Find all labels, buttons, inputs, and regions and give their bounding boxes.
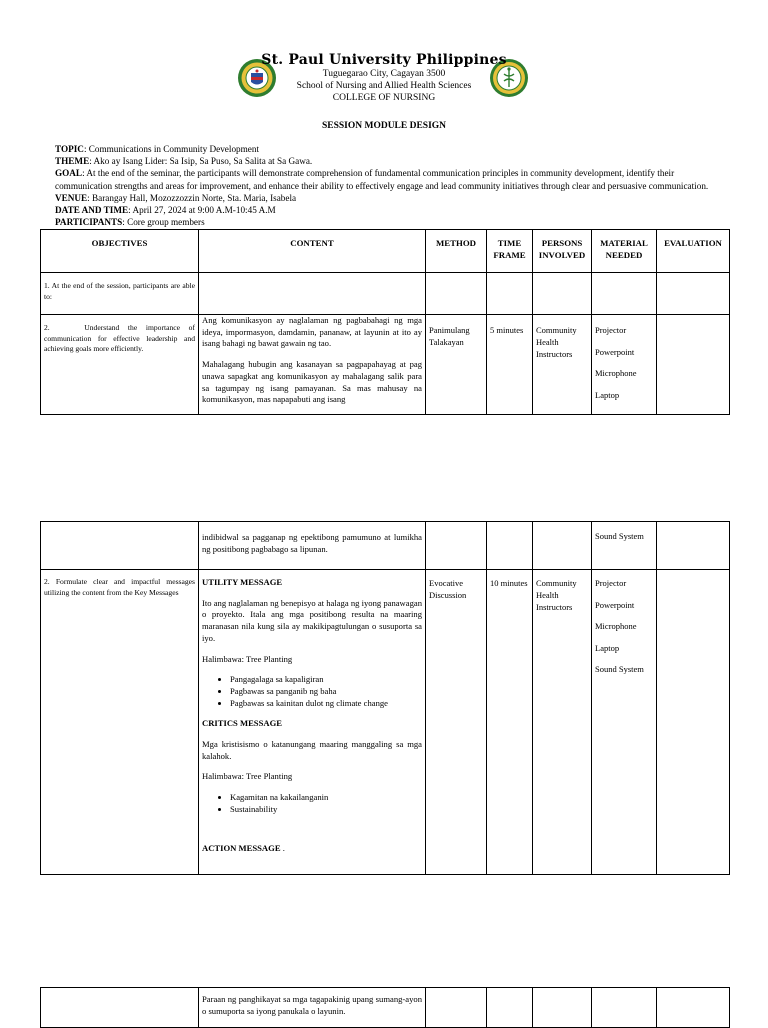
list-item: • Pagbawas sa kainitan dulot ng climate change [230, 698, 422, 710]
table-row [41, 570, 730, 875]
list-item: Projector [595, 325, 627, 335]
session-table-page3 [40, 987, 730, 1028]
letterhead [0, 52, 768, 104]
utility-heading: UTILITY MESSAGE [202, 577, 283, 587]
method-cell: Panimulang Talakayan [426, 315, 487, 415]
material-header: MATERIAL NEEDED [592, 230, 657, 273]
list-item: Powerpoint [595, 599, 635, 610]
content-cell: UTILITY MESSAGE Ito ang naglalaman ng benepisyo at halaga ng iyong panawagan o proyekto. Itala ang mga positibong resulta na maaring maranasan nila kung sila ay makikipagtulungan o susuporta sa iyo. Halimbawa: Tree Planting • Pangagalaga sa kapaligiran • Pagbawas sa panganib ng baha • Pagbawas sa kainitan dulot ng climate change CRITICS MESSAGE Mga kristisismo o katanungang maaring manggaling sa mga kalahok. Halimbawa: Tree Planting • Kagamitan na kakailanganin • Sustainability ACTION MESSAGE . [199, 570, 426, 875]
objective-cell: 2. Understand the importance of communication for effective leadership and achieving goals more efficiently. [41, 315, 199, 415]
list-item: Projector [595, 578, 627, 588]
list-item: Powerpoint [595, 346, 635, 357]
objective-cell: 2. Formulate clear and impactful messages utilizing the content from the Key Messages [41, 570, 199, 875]
session-table-page1 [40, 229, 730, 415]
utility-bullets [202, 674, 422, 709]
critics-text: Mga kristisismo o katanungang maaring manggaling sa mga kalahok. [202, 739, 422, 761]
table-row [41, 315, 730, 415]
evaluation-cell [657, 570, 730, 875]
critics-heading: CRITICS MESSAGE [202, 718, 282, 729]
materials-cell [592, 570, 657, 875]
list-item: • Pagbawas sa panganib ng baha [230, 686, 422, 698]
materials-cell: Sound System [592, 522, 657, 570]
content-cell: indibidwal sa pagganap ng epektibong pamumuno at lumikha ng positibong pagbabago sa lipunan. [199, 522, 426, 570]
college-name: COLLEGE OF NURSING [332, 93, 436, 103]
list-item: Microphone [595, 621, 637, 631]
table-header-row [41, 230, 730, 273]
method-cell: Evocative Discussion [426, 570, 487, 875]
school-name: School of Nursing and Allied Health Sciences [296, 81, 472, 91]
table-row [41, 988, 730, 1028]
content-cell: Ang komunikasyon ay naglalaman ng pagbabahagi ng mga ideya, impormasyon, damdamin, pananaw, at layunin at ito ay isang bahagi ng bawat gawain ng tao. Mahalagang hubugin ang kasanayan sa pagpapahayag at pag unawa sapagkat ang komunikasyon ay mahalagang salik para sa tagumpay ng isang pamayanan. Sa mas mahusay na komunikasyon, mas napapabuti ang isang [199, 315, 426, 415]
venue-line: VENUE: Barangay Hall, Mozozzozzin Norte, Sta. Maria, Isabela [55, 192, 297, 203]
content-header: CONTENT [199, 230, 426, 273]
list-item: Sound System [595, 664, 644, 674]
utility-text: Ito ang naglalaman ng benepisyo at halaga ng iyong panawagan o proyekto. Itala ang mga positibong resulta na maaring maranasan nila kung sila ay makikipagtulungan o susuporta sa iyo. [202, 597, 422, 643]
objectives-header: OBJECTIVES [41, 230, 199, 273]
document-title: SESSION MODULE DESIGN [321, 121, 447, 131]
list-item: Laptop [595, 389, 620, 400]
table-row [41, 522, 730, 570]
materials-cell [592, 315, 657, 415]
theme-line: THEME: Ako ay Isang Lider: Sa Isip, Sa Puso, Sa Salita at Sa Gawa. [55, 156, 313, 167]
method-header: METHOD [426, 230, 487, 273]
example-text: Halimbawa: Tree Planting [202, 771, 293, 782]
example-text: Halimbawa: Tree Planting [202, 653, 293, 664]
persons-header: PERSONS INVOLVED [533, 230, 592, 273]
action-heading: ACTION MESSAGE [202, 842, 281, 853]
goal-line: GOAL: At the end of the seminar, the participants will demonstrate comprehension of fundamental communication principles in community development, identify their communication strengths and areas for improvement, and enhance their ability to effectively engage and lead community initiatives through clear and persuasive communication. [55, 168, 709, 191]
list-item: Microphone [595, 368, 637, 378]
critics-bullets [202, 792, 422, 815]
objective-cell: 1. At the end of the session, participants are able to: [41, 273, 199, 315]
list-item: • Pangagalaga sa kapaligiran [230, 674, 422, 686]
list-item: • Sustainability [230, 804, 422, 816]
time-frame-header: TIME FRAME [487, 230, 533, 273]
session-info [55, 143, 725, 228]
time-cell: 10 minutes [487, 570, 533, 875]
persons-cell: Community Health Instructors [533, 315, 592, 415]
address: Tuguegarao City, Cagayan 3500 [322, 69, 446, 79]
topic-line: TOPIC: Communications in Community Development [55, 144, 259, 154]
time-cell: 5 minutes [487, 315, 533, 415]
session-table-page2 [40, 521, 730, 875]
university-name: St. Paul University Philippines [261, 52, 507, 68]
table-row [41, 273, 730, 315]
list-item: Laptop [595, 642, 620, 653]
list-item: • Kagamitan na kakailanganin [230, 792, 422, 804]
date-line: DATE AND TIME: April 27, 2024 at 9:00 A.M-10:45 A.M [55, 205, 276, 216]
participants-line: PARTICIPANTS: Core group members [55, 217, 205, 228]
content-cell: Paraan ng panghikayat sa mga tagapakinig upang sumang-ayon o sumuporta sa iyong panukala o layunin. [199, 988, 426, 1028]
persons-cell: Community Health Instructors [533, 570, 592, 875]
evaluation-cell [657, 315, 730, 415]
evaluation-header: EVALUATION [657, 230, 730, 273]
